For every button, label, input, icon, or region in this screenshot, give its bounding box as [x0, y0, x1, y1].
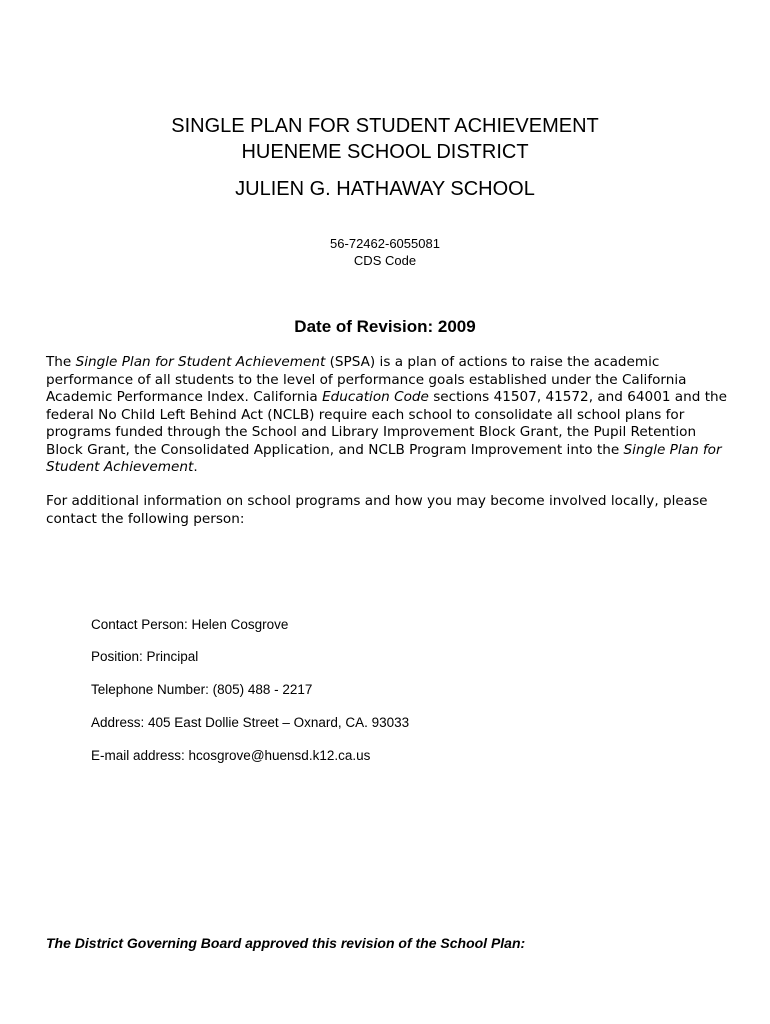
intro-text-a: The	[46, 354, 76, 370]
intro-text-d: .	[193, 459, 198, 475]
revision-date: Date of Revision: 2009	[294, 317, 476, 336]
board-approval-statement: The District Governing Board approved this revision of the School Plan:	[46, 935, 526, 951]
education-code: Education Code	[322, 389, 429, 405]
district-name: HUENEME SCHOOL DISTRICT	[241, 141, 529, 163]
contact-email: E-mail address: hcosgrove@huensd.k12.ca.us	[91, 748, 371, 763]
intro-paragraph	[46, 354, 736, 477]
contact-address: Address: 405 East Dollie Street – Oxnard, CA. 93033	[91, 715, 410, 730]
intro-text-b: (SPSA) is a plan of actions to raise the academic performance of all students to the level of performance goals established under the California Academic Performance Index. California	[46, 354, 687, 405]
plan-name: Single Plan for Student Achievement	[75, 354, 326, 370]
intro-text-c: sections 41507, 41572, and 64001 and the federal No Child Left Behind Act (NCLB) require each school to consolidate all school plans for programs funded through the School and Library Improvement Block Grant, the Pupil Retention Block Grant, the Consolidated Application, and NCLB Program Improvement into the	[46, 389, 728, 458]
contact-intro-paragraph: For additional information on school programs and how you may become involved locally, please contact the following person:	[46, 493, 708, 527]
cds-number: 56-72462-6055081	[330, 236, 440, 251]
plan-title: SINGLE PLAN FOR STUDENT ACHIEVEMENT	[171, 115, 599, 137]
contact-position: Position: Principal	[91, 649, 199, 664]
contact-telephone: Telephone Number: (805) 488 - 2217	[91, 682, 313, 697]
contact-person: Contact Person: Helen Cosgrove	[91, 617, 289, 632]
cds-label: CDS Code	[353, 253, 417, 268]
plan-name-2: Single Plan for Student Achievement	[46, 441, 722, 475]
school-name: JULIEN G. HATHAWAY SCHOOL	[235, 178, 535, 200]
